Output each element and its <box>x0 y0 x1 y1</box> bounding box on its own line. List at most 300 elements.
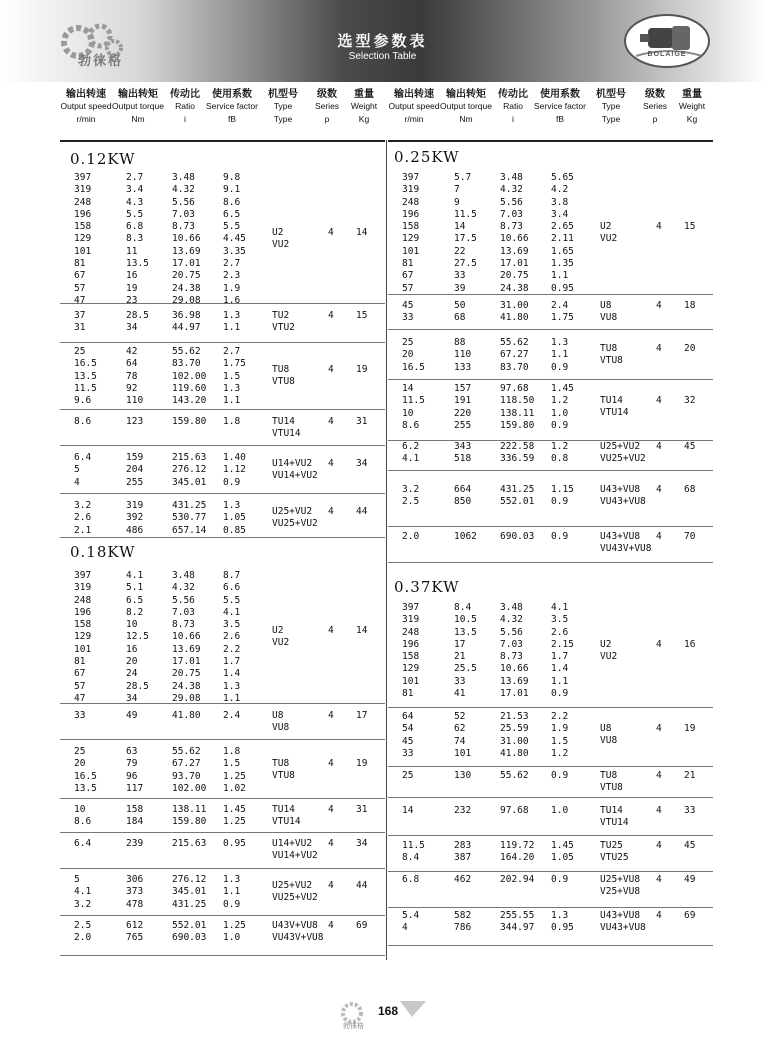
column-header-unit: r/min <box>76 114 96 124</box>
column-header-unit: Type <box>273 114 293 124</box>
sf-column <box>551 441 568 466</box>
column-header-cn: 输出转速 <box>394 89 434 100</box>
ratio-value: 8.73 <box>172 221 195 233</box>
ratio-column <box>172 172 201 307</box>
type-value: U14+VU2 <box>272 838 313 849</box>
torque-value: 5.7 <box>454 172 472 183</box>
torque-value: 582 <box>454 910 472 921</box>
ratio-value: 5.56 <box>172 594 195 606</box>
ratio-value: 41.80 <box>172 710 201 721</box>
torque-value: 9 <box>454 196 460 208</box>
type-value: VTU14 <box>600 407 629 419</box>
torque-value: 13.5 <box>126 258 149 270</box>
torque-value: 24 <box>126 668 138 680</box>
speed-value: 397 <box>402 602 420 613</box>
ratio-column <box>172 874 206 911</box>
sf-value: 1.45 <box>223 804 246 815</box>
speed-value: 129 <box>74 233 92 245</box>
torque-column <box>126 172 149 307</box>
weight-value: 15 <box>356 310 368 321</box>
sf-value: 0.9 <box>551 531 569 542</box>
type-value: V25+VU8 <box>600 886 641 898</box>
sf-value: 6.6 <box>223 582 241 594</box>
speed-column <box>402 840 425 865</box>
ratio-value: 36.98 <box>172 310 201 321</box>
torque-column <box>126 804 143 829</box>
speed-value: 196 <box>402 208 420 220</box>
series-value: 4 <box>328 920 334 931</box>
sf-value: 3.5 <box>551 614 569 626</box>
section-title-0.37kw: 0.37KW <box>394 578 460 596</box>
table-row-group <box>60 416 385 446</box>
ratio-column <box>500 602 529 700</box>
torque-value: 11.5 <box>454 208 477 220</box>
torque-value: 664 <box>454 484 472 495</box>
type-column <box>272 227 289 252</box>
type-column <box>600 441 646 466</box>
speed-value: 129 <box>402 233 420 245</box>
speed-value: 64 <box>402 711 414 722</box>
type-column <box>600 300 617 325</box>
speed-value: 2.1 <box>74 524 92 536</box>
sf-value: 9.1 <box>223 184 241 196</box>
type-column <box>600 484 646 509</box>
type-value: VU2 <box>600 233 618 245</box>
speed-value: 31 <box>74 322 86 334</box>
speed-value: 11.5 <box>402 395 425 407</box>
ratio-value: 10.66 <box>172 233 201 245</box>
sf-value: 1.8 <box>223 746 241 757</box>
ratio-value: 4.32 <box>172 582 195 594</box>
torque-column <box>454 840 471 865</box>
torque-value: 74 <box>454 735 466 747</box>
ratio-value: 24.38 <box>172 282 201 294</box>
series-value: 4 <box>328 804 334 815</box>
ratio-value: 159.80 <box>500 419 535 431</box>
speed-value: 5.4 <box>402 910 420 921</box>
ratio-column <box>500 441 534 466</box>
ratio-column <box>500 172 529 295</box>
torque-value: 10.5 <box>454 614 477 626</box>
type-value: VU2 <box>272 637 290 649</box>
speed-value: 319 <box>74 582 92 594</box>
sf-value: 1.6 <box>223 294 241 306</box>
torque-value: 88 <box>454 337 466 348</box>
type-value: U2 <box>600 639 612 650</box>
speed-value: 158 <box>74 221 92 233</box>
torque-value: 14 <box>454 221 466 233</box>
ratio-value: 119.60 <box>172 382 207 394</box>
column-header-cn: 输出转矩 <box>118 89 158 100</box>
type-column <box>272 364 295 389</box>
series-value: 4 <box>656 840 662 851</box>
column-header-en: Type <box>601 101 621 111</box>
ratio-column <box>172 346 206 407</box>
type-value: U43+VU8 <box>600 910 641 921</box>
speed-column <box>74 710 85 722</box>
speed-column <box>402 874 419 886</box>
type-value: U8 <box>272 710 284 721</box>
ratio-value: 55.62 <box>172 746 201 757</box>
sf-value: 1.5 <box>223 758 241 770</box>
table-row-group <box>60 746 385 799</box>
torque-column <box>454 300 465 325</box>
sf-column <box>223 346 246 407</box>
type-column <box>600 531 651 556</box>
sf-value: 1.2 <box>551 441 569 452</box>
torque-column <box>454 711 471 760</box>
speed-value: 11.5 <box>74 382 97 394</box>
torque-value: 110 <box>126 395 144 407</box>
speed-column <box>74 310 85 335</box>
type-value: U8 <box>600 300 612 311</box>
column-header-unit: fB <box>227 114 237 124</box>
sf-value: 5.65 <box>551 172 574 183</box>
speed-value: 25 <box>402 770 414 781</box>
sf-value: 1.25 <box>223 920 246 931</box>
sf-value: 1.1 <box>551 675 569 687</box>
speed-value: 3.2 <box>74 500 92 511</box>
sf-value: 8.6 <box>223 196 241 208</box>
ratio-column <box>500 805 529 817</box>
type-column <box>600 343 623 368</box>
series-value: 4 <box>656 343 662 354</box>
ratio-value: 41.80 <box>500 747 529 759</box>
ratio-value: 7.03 <box>500 208 523 220</box>
torque-value: 1062 <box>454 531 477 542</box>
speed-value: 16.5 <box>74 770 97 782</box>
weight-value: 19 <box>356 364 368 375</box>
speed-value: 25 <box>74 746 86 757</box>
speed-value: 45 <box>402 735 414 747</box>
ratio-value: 119.72 <box>500 840 535 851</box>
ratio-column <box>500 300 529 325</box>
sf-value: 0.9 <box>551 361 569 373</box>
torque-value: 92 <box>126 382 138 394</box>
ratio-column <box>500 711 529 760</box>
page-subtitle: Selection Table <box>348 51 417 62</box>
type-value: VU8 <box>600 735 618 747</box>
ratio-value: 143.20 <box>172 395 207 407</box>
sf-column <box>551 711 568 760</box>
type-value: U25+VU2 <box>600 441 641 452</box>
ratio-value: 202.94 <box>500 874 535 885</box>
page-number: 168 <box>378 1004 399 1018</box>
type-value: VU2 <box>272 239 290 251</box>
speed-value: 11.5 <box>402 840 425 851</box>
type-column <box>600 840 629 865</box>
ratio-column <box>172 310 201 335</box>
column-header-en: Service factor <box>206 101 258 111</box>
series-value: 4 <box>656 770 662 781</box>
column-header-left <box>60 88 385 140</box>
type-column <box>600 395 629 420</box>
speed-column <box>402 602 419 700</box>
series-value: 4 <box>328 758 334 769</box>
series-value: 4 <box>656 639 662 650</box>
speed-value: 67 <box>74 668 86 680</box>
sf-column <box>223 416 240 428</box>
sf-value: 1.5 <box>223 370 241 382</box>
torque-value: 19 <box>126 282 138 294</box>
speed-column <box>74 500 91 537</box>
sf-value: 1.3 <box>223 874 241 885</box>
torque-value: 2.7 <box>126 172 144 183</box>
sf-value: 2.65 <box>551 221 574 233</box>
type-value: TU8 <box>272 364 290 375</box>
speed-value: 13.5 <box>74 782 97 794</box>
column-header <box>638 88 672 124</box>
speed-value: 20 <box>74 758 86 770</box>
section-title-0.12kw: 0.12KW <box>70 150 136 168</box>
torque-column <box>454 172 477 295</box>
type-column <box>272 920 323 945</box>
weight-value: 14 <box>356 227 368 238</box>
sf-value: 1.12 <box>223 464 246 476</box>
weight-value: 70 <box>684 531 696 542</box>
ratio-value: 255.55 <box>500 910 535 921</box>
speed-value: 57 <box>74 680 86 692</box>
column-header-en: Weight <box>678 101 706 111</box>
type-column <box>600 723 617 748</box>
table-row-group <box>60 452 385 494</box>
sf-column <box>551 484 574 509</box>
sf-column <box>551 172 574 295</box>
ratio-value: 5.56 <box>500 196 523 208</box>
speed-value: 14 <box>402 805 414 816</box>
type-value: TU8 <box>272 758 290 769</box>
ratio-value: 7.03 <box>500 638 523 650</box>
speed-column <box>402 383 425 432</box>
sf-value: 1.3 <box>551 910 569 921</box>
sf-value: 0.9 <box>551 496 569 508</box>
sf-value: 0.95 <box>551 282 574 294</box>
ratio-column <box>500 770 529 782</box>
sf-value: 1.4 <box>551 663 569 675</box>
table-row-group <box>388 840 713 872</box>
sf-value: 1.05 <box>551 852 574 864</box>
ratio-value: 5.56 <box>500 626 523 638</box>
ratio-value: 138.11 <box>500 407 535 419</box>
sf-value: 1.3 <box>223 680 241 692</box>
column-header-unit: i <box>184 114 186 124</box>
type-value: U2 <box>272 625 284 636</box>
type-value: VTU2 <box>272 322 295 334</box>
speed-value: 196 <box>402 638 420 650</box>
torque-value: 184 <box>126 816 144 828</box>
speed-value: 4 <box>402 922 408 934</box>
type-column <box>272 758 295 783</box>
ratio-value: 25.59 <box>500 723 529 735</box>
type-value: VTU14 <box>272 816 301 828</box>
series-value: 4 <box>328 227 334 238</box>
torque-column <box>126 416 143 428</box>
column-header <box>112 88 164 124</box>
column-header-cn: 传动比 <box>170 89 200 100</box>
speed-value: 397 <box>402 172 420 183</box>
sf-value: 4.1 <box>551 602 569 613</box>
type-column <box>600 770 623 795</box>
table-row-group <box>60 838 385 869</box>
ratio-value: 5.56 <box>172 196 195 208</box>
ratio-value: 102.00 <box>172 782 207 794</box>
series-value: 4 <box>656 484 662 495</box>
sf-value: 0.9 <box>223 476 241 488</box>
weight-value: 34 <box>356 458 368 469</box>
torque-value: 62 <box>454 723 466 735</box>
speed-value: 6.2 <box>402 441 420 452</box>
speed-value: 57 <box>402 282 414 294</box>
column-header <box>672 88 712 124</box>
speed-value: 33 <box>74 710 86 721</box>
type-value: VTU14 <box>272 428 301 440</box>
ratio-value: 93.70 <box>172 770 201 782</box>
series-value: 4 <box>656 221 662 232</box>
column-header <box>206 88 258 124</box>
ratio-value: 67.27 <box>172 758 201 770</box>
sf-column <box>223 710 240 722</box>
ratio-value: 3.48 <box>172 570 195 581</box>
type-value: U2 <box>272 227 284 238</box>
speed-value: 81 <box>74 258 86 270</box>
torque-value: 191 <box>454 395 472 407</box>
type-value: U43+VU8 <box>600 484 641 495</box>
column-header-cn: 使用系数 <box>540 89 580 100</box>
sf-value: 1.40 <box>223 452 246 463</box>
torque-column <box>126 746 143 795</box>
speed-column <box>402 531 419 543</box>
series-value: 4 <box>328 506 334 517</box>
table-row-group <box>388 441 713 471</box>
speed-value: 397 <box>74 172 92 183</box>
speed-column <box>402 770 413 782</box>
torque-column <box>126 570 149 705</box>
type-value: VTU8 <box>272 770 295 782</box>
column-header-cn: 级数 <box>645 89 665 100</box>
sf-value: 1.3 <box>551 337 569 348</box>
type-column <box>600 910 646 935</box>
torque-column <box>126 310 149 335</box>
ratio-value: 29.08 <box>172 294 201 306</box>
sf-column <box>223 570 240 705</box>
sf-value: 9.8 <box>223 172 241 183</box>
speed-value: 2.5 <box>74 920 92 931</box>
torque-value: 5.1 <box>126 582 144 594</box>
speed-value: 248 <box>402 196 420 208</box>
type-value: VTU8 <box>600 355 623 367</box>
ratio-value: 55.62 <box>500 337 529 348</box>
sf-value: 0.9 <box>551 419 569 431</box>
table-row-group <box>388 172 713 295</box>
table-row-group <box>388 602 713 708</box>
ratio-value: 21.53 <box>500 711 529 722</box>
ratio-value: 83.70 <box>500 361 529 373</box>
sf-value: 2.6 <box>551 626 569 638</box>
sf-column <box>551 805 568 817</box>
weight-value: 31 <box>356 416 368 427</box>
torque-value: 79 <box>126 758 138 770</box>
ratio-column <box>500 874 534 886</box>
torque-value: 52 <box>454 711 466 722</box>
speed-value: 129 <box>74 631 92 643</box>
table-row-group <box>388 711 713 767</box>
type-value: VU8 <box>272 722 290 734</box>
weight-value: 33 <box>684 805 696 816</box>
type-column <box>272 458 318 483</box>
sf-value: 1.65 <box>551 245 574 257</box>
speed-value: 25 <box>74 346 86 357</box>
column-header-cn: 机型号 <box>268 89 298 100</box>
series-value: 4 <box>656 910 662 921</box>
ratio-value: 31.00 <box>500 300 529 311</box>
sf-value: 1.3 <box>223 500 241 511</box>
column-header <box>344 88 384 124</box>
ratio-value: 10.66 <box>500 663 529 675</box>
ratio-value: 431.25 <box>172 898 207 910</box>
speed-column <box>402 300 413 325</box>
ratio-value: 29.08 <box>172 692 201 704</box>
torque-column <box>126 346 143 407</box>
speed-value: 158 <box>402 651 420 663</box>
type-value: VTU8 <box>600 782 623 794</box>
sf-column <box>223 838 246 850</box>
ratio-value: 276.12 <box>172 874 207 885</box>
speed-value: 196 <box>74 208 92 220</box>
speed-value: 129 <box>402 663 420 675</box>
series-value: 4 <box>328 838 334 849</box>
table-row-group <box>388 531 713 563</box>
speed-column <box>402 172 419 295</box>
sf-value: 0.9 <box>551 688 569 700</box>
series-value: 4 <box>656 805 662 816</box>
column-header <box>60 88 112 124</box>
torque-value: 478 <box>126 898 144 910</box>
ratio-value: 17.01 <box>172 656 201 668</box>
speed-value: 4 <box>74 476 80 488</box>
speed-value: 6.8 <box>402 874 420 885</box>
sf-value: 3.8 <box>551 196 569 208</box>
torque-column <box>126 500 143 537</box>
torque-value: 387 <box>454 852 472 864</box>
torque-value: 13.5 <box>454 626 477 638</box>
ratio-column <box>172 452 206 489</box>
ratio-column <box>500 484 534 509</box>
series-value: 4 <box>328 416 334 427</box>
torque-value: 16 <box>126 270 138 282</box>
table-row-group <box>60 710 385 740</box>
series-value: 4 <box>328 710 334 721</box>
ratio-value: 24.38 <box>500 282 529 294</box>
sf-value: 2.4 <box>551 300 569 311</box>
type-value: U8 <box>600 723 612 734</box>
torque-value: 8.2 <box>126 606 144 618</box>
sf-value: 1.25 <box>223 770 246 782</box>
ratio-column <box>500 531 534 543</box>
column-header <box>164 88 206 124</box>
type-value: TU8 <box>600 770 618 781</box>
torque-value: 21 <box>454 651 466 663</box>
table-row-group <box>388 300 713 330</box>
torque-value: 3.4 <box>126 184 144 196</box>
type-value: U25+VU2 <box>272 506 313 517</box>
ratio-column <box>172 804 206 829</box>
sf-value: 1.3 <box>223 310 241 321</box>
column-header <box>492 88 534 124</box>
ratio-value: 3.48 <box>500 172 523 183</box>
speed-value: 248 <box>74 594 92 606</box>
sf-value: 0.85 <box>223 524 246 536</box>
ratio-value: 7.03 <box>172 606 195 618</box>
